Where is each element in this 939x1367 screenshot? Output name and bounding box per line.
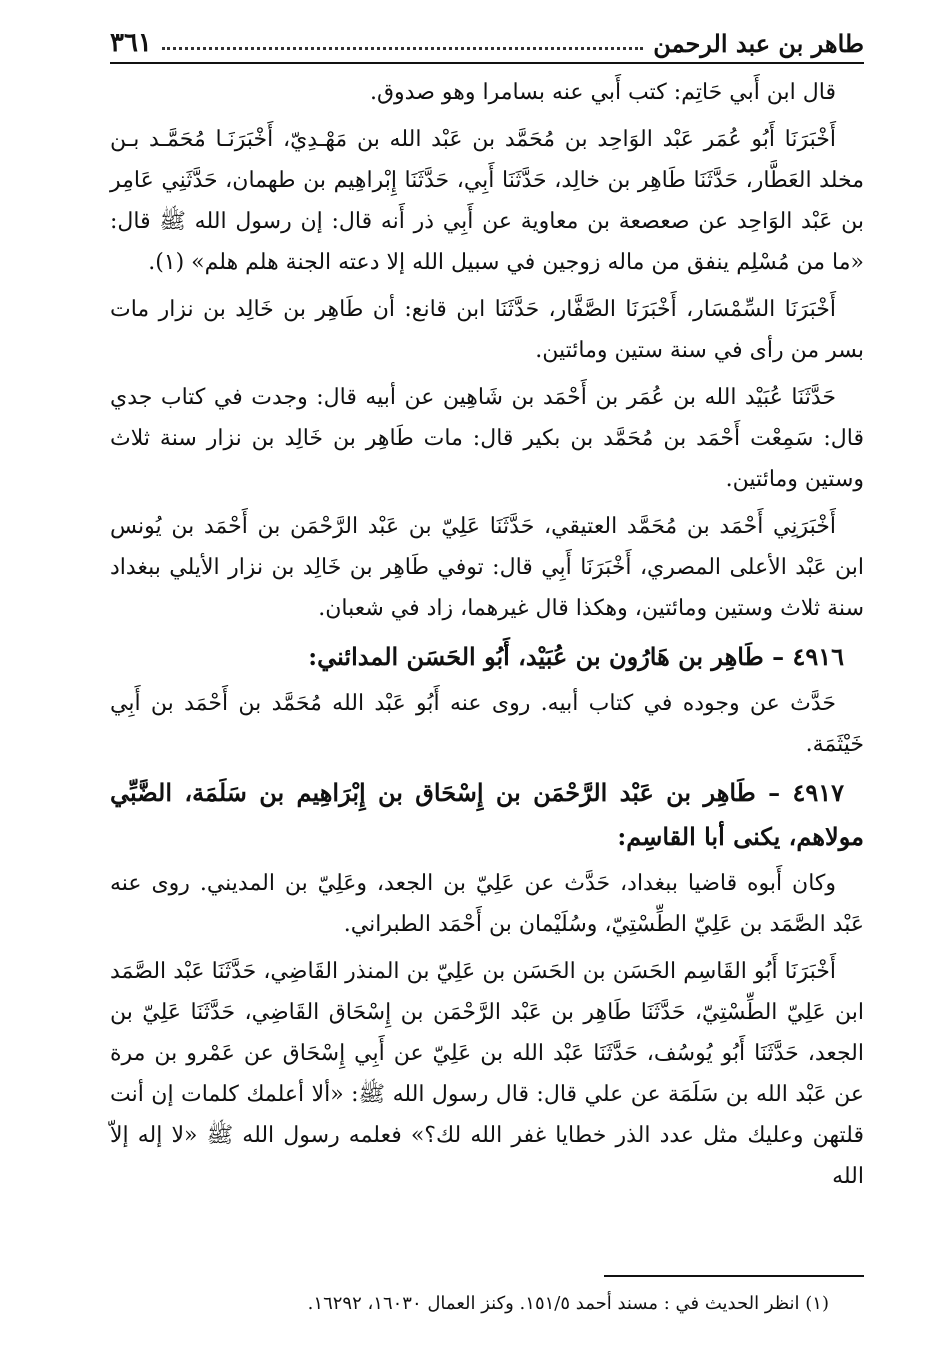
- entry-heading: ٤٩١٦ – طَاهِر بن هَارُون بن عُبَيْد، أَبُو الحَسَن المدائني:: [308, 642, 844, 671]
- main-text: [110, 72, 864, 1203]
- page-number: ٣٦١: [110, 28, 152, 58]
- paragraph: حَدَّث عن وجوده في كتاب أبيه. روى عنه أَبُو عَبْد الله مُحَمَّد بن أَحْمَد بن أَبِي خَيْثَمَة.: [110, 691, 864, 757]
- page-header: [110, 18, 864, 64]
- entry-heading: ٤٩١٧ – طَاهِر بن عَبْد الرَّحْمَن بن إِسْحَاق بن إِبْرَاهِيم بن سَلَمَة، الضَّبِّي مولاهم، يكنى أبا القاسِم:: [110, 778, 864, 851]
- paragraph: أَخْبَرَنَا أَبُو عُمَر عَبْد الوَاحِد بن مُحَمَّد بن عَبْد الله بن مَهْـدِيّ، أَخْبَرَنَـا مُحَمَّـد بـن مخلد العَطَّار، حَدَّثَنَا طَاهِر بن خالِد، حَدَّثَنَا أَبِي، حَدَّثَنَا إِبْراهِيم بن طهمان، حَدَّثَنِي عَامِر بن عَبْد الوَاحِد عن صعصعة بن معاوية عن أَبِي ذر أَنه قال: إن رسول الله ﷺ قال: «ما من مُسْلِم ينفق من ماله زوجين في سبيل الله إلا دعته الجنة هلم هلم» (١).: [110, 127, 864, 275]
- footnote-divider: [604, 1275, 864, 1277]
- running-title: طاهر بن عبد الرحمن: [653, 29, 864, 58]
- header-dot-leader: [162, 47, 643, 50]
- paragraph: حَدَّثَنَا عُبَيْد الله بن عُمَر بن أَحْمَد بن شَاهِين عن أبيه قال: وجدت في كتاب جدي قال: سَمِعْت أَحْمَد بن مُحَمَّد بن بكير قال: مات طَاهِر بن خَالِد بن نزار سنة ثلاث وستين ومائتين.: [110, 385, 864, 492]
- paragraph: أَخْبَرَنِي أَحْمَد بن مُحَمَّد العتيقي، حَدَّثَنَا عَلِيّ بن عَبْد الرَّحْمَن بن أَحْمَد بن يُونس ابن عَبْد الأعلى المصري، أَخْبَرَنَا أَبِي قال: توفي طَاهِر بن خَالِد بن نزار الأيلي ببغداد سنة ثلاث وستين ومائتين، وهكذا قال غيرهما، زاد في شعبان.: [110, 514, 864, 621]
- paragraph: وكان أَبوه قاضيا ببغداد، حَدَّث عن عَلِيّ بن الجعد، وعَلِيّ بن المديني. روى عنه عَبْد الصَّمَد بن عَلِيّ الطِّسْتِيّ، وسُلَيْمان بن أَحْمَد الطبراني.: [110, 871, 864, 937]
- footnote: (١) انظر الحديث في : مسند أحمد ١٥١/٥. وكنز العمال ١٦٠٣٠، ١٦٢٩٢.: [307, 1293, 829, 1314]
- paragraph: أَخْبَرَنَا أَبُو القَاسِم الحَسَن بن الحَسَن بن عَلِيّ بن المنذر القَاضِي، حَدَّثَنَا عَبْد الصَّمَد ابن عَلِيّ الطِّسْتِيّ، حَدَّثَنَا طَاهِر بن عَبْد الرَّحْمَن بن إِسْحَاق القَاضِي، حَدَّثَنَا عَلِيّ بن الجعد، حَدَّثَنَا أَبُو يُوسُف، حَدَّثَنَا عَبْد الله بن عَلِيّ عن أَبِي إِسْحَاق عن عَمْرو بن مرة عن عَبْد الله بن سَلَمَة عن علي قال: قال رسول الله ﷺ: «ألا أعلمك كلمات إن أنت قلتهن وعليك مثل عدد الذر خطايا غفر الله لك؟» فعلمه رسول الله ﷺ «لا إله إلاّ الله: [110, 959, 864, 1189]
- paragraph: أَخْبَرَنَا السِّمْسَار، أَخْبَرَنَا الصَّفَّار، حَدَّثَنَا ابن قانع: أن طَاهِر بن خَالِد بن نزار مات بسر من رأى في سنة ستين ومائتين.: [110, 297, 864, 363]
- paragraph: قال ابن أَبي حَاتِم: كتب أَبي عنه بسامرا وهو صدوق.: [369, 80, 836, 105]
